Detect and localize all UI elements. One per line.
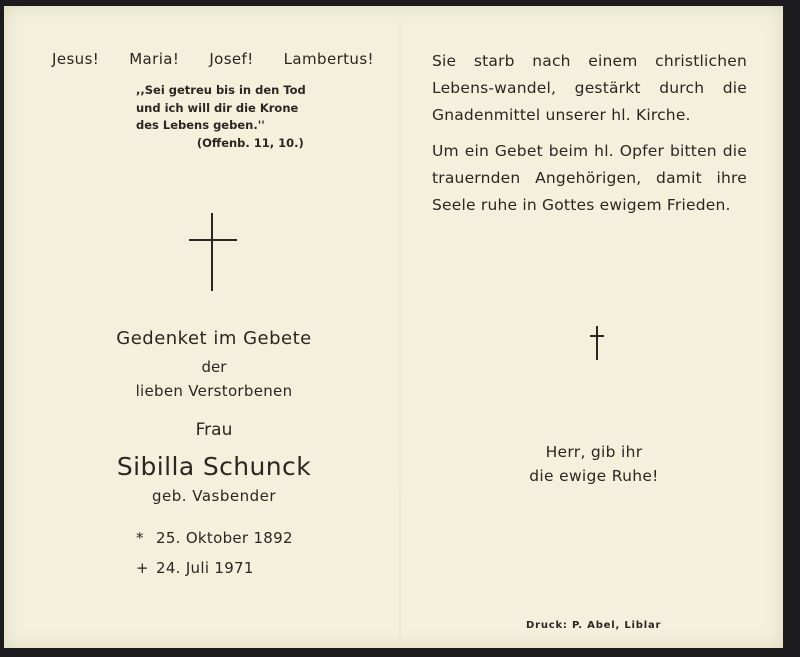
invocation-jesus: Jesus! (52, 50, 100, 68)
quote-line: und ich will dir die Krone (136, 100, 299, 115)
invocation-lambertus: Lambertus! (283, 50, 374, 68)
memorial-card (4, 6, 783, 648)
quote-line: des Lebens geben.'' (136, 118, 265, 132)
text-der: der (201, 358, 227, 376)
quote-reference: (Offenb. 11, 10.) (196, 135, 304, 150)
title-frau: Frau (195, 420, 233, 440)
obituary-text (432, 48, 747, 219)
invocation-josef: Josef! (209, 50, 254, 68)
prayer-line-2: die ewige Ruhe! (529, 467, 659, 485)
death-cross-icon: + (136, 559, 149, 577)
small-cross-icon (588, 326, 606, 360)
obituary-paragraph: Sie starb nach einem christlichen Lebens-wandel, gestärkt durch die Gnadenmittel unserer hl. Kirche. (432, 52, 747, 124)
bible-quote (136, 82, 306, 152)
birth-date: 25. Oktober 1892 (156, 529, 293, 547)
remembrance-heading: Gedenket im Gebete (116, 328, 312, 349)
large-cross-icon (189, 213, 237, 291)
prayer-line-1: Herr, gib ihr (545, 443, 643, 461)
fold-line (399, 6, 401, 648)
maiden-name: geb. Vasbender (151, 487, 277, 505)
birth-star-icon: * (136, 529, 144, 547)
quote-line: ,,Sei getreu bis in den Tod (136, 83, 306, 97)
death-date: 24. Juli 1971 (156, 559, 254, 577)
obituary-paragraph: Um ein Gebet beim hl. Opfer bitten die trauernden Angehörigen, damit ihre Seele ruhe in Gottes ewigem Frieden. (432, 142, 747, 214)
deceased-name: Sibilla Schunck (116, 452, 312, 481)
birth-date-line (136, 529, 293, 547)
death-date-line (136, 559, 254, 577)
invocation-line (52, 50, 374, 68)
text-lieben-verstorbenen: lieben Verstorbenen (135, 382, 293, 400)
invocation-maria: Maria! (129, 50, 180, 68)
printer-credit: Druck: P. Abel, Liblar (526, 620, 662, 631)
